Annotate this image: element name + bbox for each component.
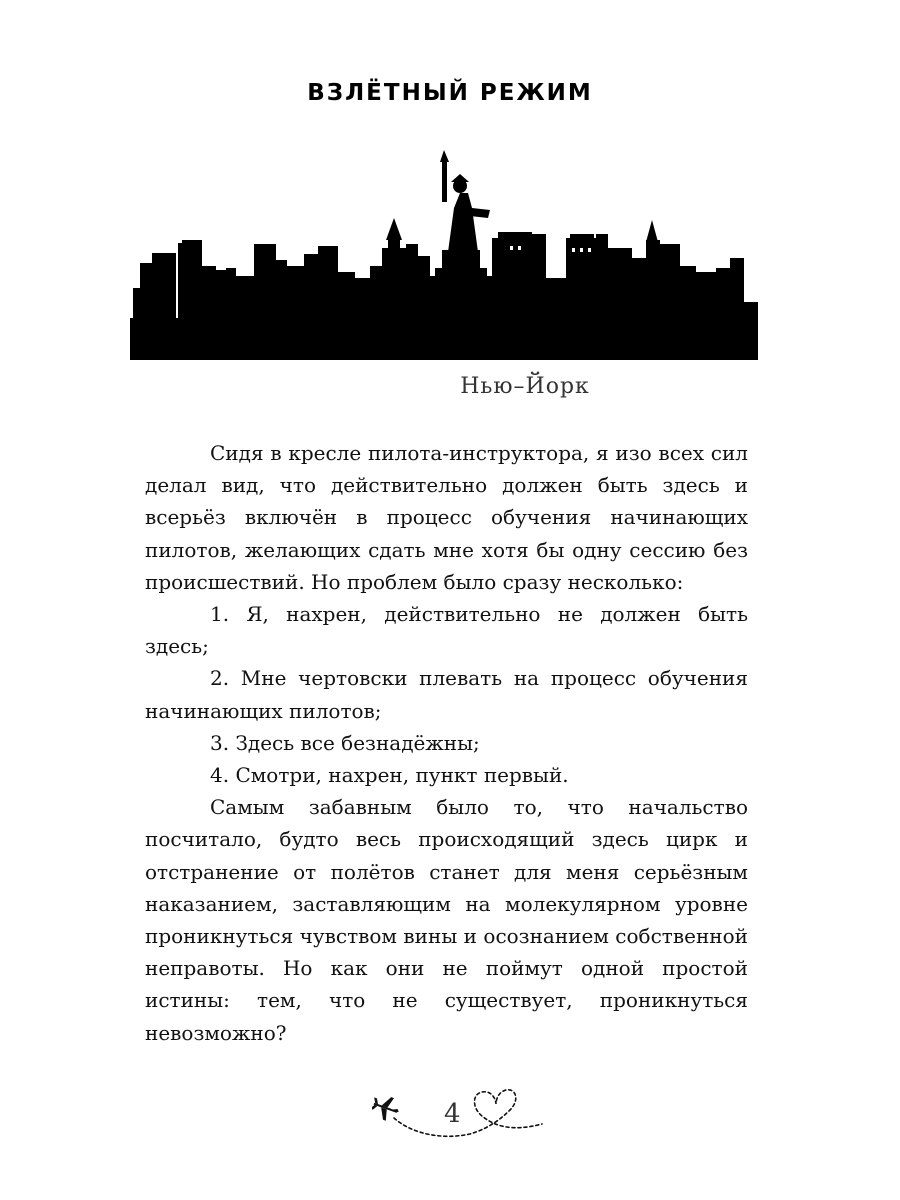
list-item: 1. Я, нахрен, действительно не должен быть здесь; — [145, 602, 748, 659]
list-item: 4. Смотри, нахрен, пункт первый. — [210, 763, 569, 788]
heart-icon — [394, 1090, 542, 1137]
page-number: 4 — [444, 1099, 461, 1129]
list-item: 3. Здесь все безнадёжны; — [210, 730, 480, 755]
paragraph: Сидя в кресле пилота-инструктора, я изо всех сил делал вид, что действительно должен быть здесь и всерьёз включён в процесс обучения начинающих пилотов, желающих сдать мне хотя бы одну сессию без происшествий. Но проблем было сразу несколько: — [145, 441, 748, 594]
page-footer-ornament — [372, 1082, 552, 1152]
list-item: 2. Мне чертовски плевать на процесс обучения начинающих пилотов; — [145, 666, 748, 723]
new-york-skyline-icon — [130, 148, 758, 360]
illustration-caption: Нью–Йорк — [460, 374, 590, 399]
body-text — [145, 437, 748, 1049]
running-header-title: ВЗЛЁТНЫЙ РЕЖИМ — [307, 80, 593, 106]
airplane-icon — [372, 1092, 402, 1124]
paragraph: Самым забавным было то, что начальство посчитало, будто весь происходящий здесь цирк и отстранение от полётов станет для меня серьёзным наказанием, заставляющим на молекулярном уровне проникнуться чувством вины и осознанием собственной неправоты. Но как они не поймут одной простой истины: тем, что не существует, проникнуться невозможно? — [145, 795, 748, 1045]
